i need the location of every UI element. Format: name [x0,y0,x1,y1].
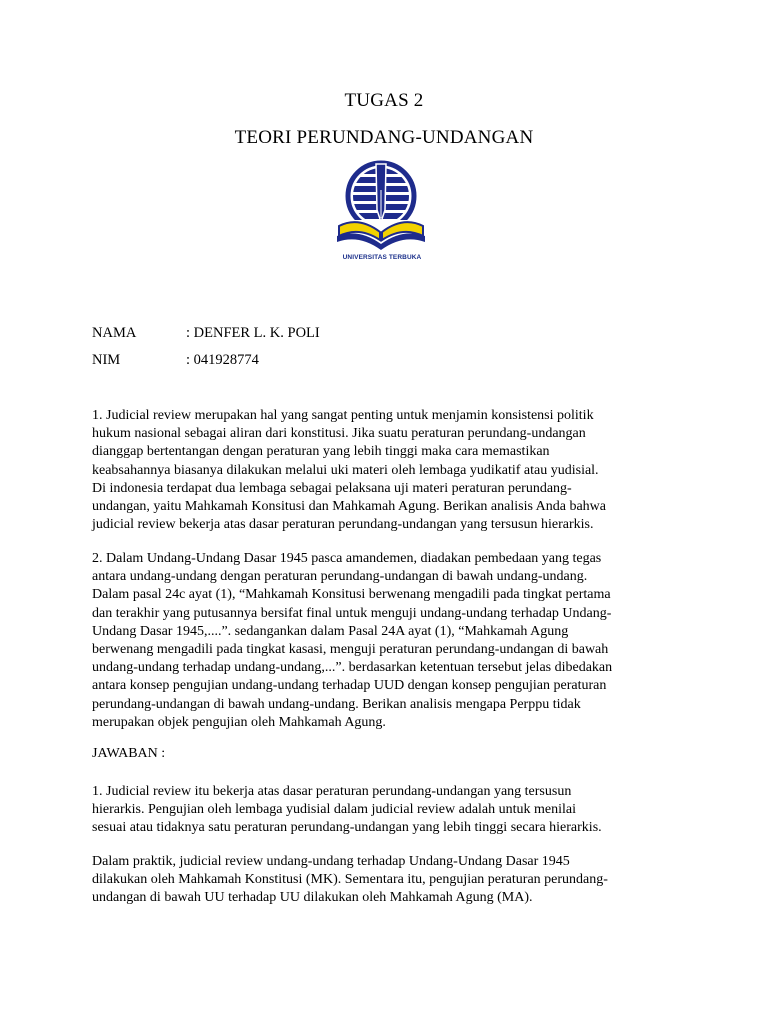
text-line: undang-undang terhadap undang-undang,...”. berdasarkan ketentuan tersebut jelas dibedakan [92,660,613,676]
text-line: hierarkis. Pengujian oleh lembaga yudisial dalam judicial review adalah untuk menilai [92,802,577,818]
document-title: TUGAS 2 [344,90,424,111]
text-line: hukum nasional sebagai aliran dari konstitusi. Jika suatu peraturan perundang-undangan [92,426,586,442]
question-2-paragraph [92,550,682,732]
document-subtitle: TEORI PERUNDANG-UNDANGAN [234,127,534,148]
text-line: undangan di bawah UU terhadap UU dilakukan oleh Mahkamah Agung (MA). [92,890,533,906]
text-line: merupakan objek pengujian oleh Mahkamah Agung. [92,714,386,730]
nim-label: NIM [92,352,121,368]
text-line: judicial review bekerja atas dasar peraturan perundang-undangan yang tersusun hierarkis. [92,517,594,533]
name-value: : DENFER L. K. POLI [186,325,320,341]
text-line: Dalam pasal 24c ayat (1), “Mahkamah Konsitusi berwenang mengadili pada tingkat pertama [92,587,611,603]
text-line: 1. Judicial review merupakan hal yang sangat penting untuk menjamin konsistensi politik [92,408,594,423]
text-line: dianggap bertentangan dengan peraturan yang lebih tinggi maka cara memastikan [92,444,550,460]
universitas-terbuka-logo [335,160,427,264]
answer-2-paragraph [92,853,682,908]
text-line: keabsahannya biasanya dilakukan melalui uki materi oleh lembaga yudikatif atau yudisial. [92,462,599,478]
text-line: antara konsep pengujian undang-undang terhadap UUD dengan konsep pengujian peraturan [92,678,607,694]
answer-heading [92,745,682,763]
text-line: antara undang-undang dengan peraturan perundang-undangan di bawah undang-undang. [92,569,588,585]
text-line: Undang Dasar 1945,....”. sedangankan dalam Pasal 24A ayat (1), “Mahkamah Agung [92,623,569,639]
text-line: 2. Dalam Undang-Undang Dasar 1945 pasca amandemen, diadakan pembedaan yang tegas [92,551,602,566]
text-line: Di indonesia terdapat dua lembaga sebagai pelaksana uji materi peraturan perundang- [92,480,572,496]
text-line: Dalam praktik, judicial review undang-undang terhadap Undang-Undang Dasar 1945 [92,854,570,869]
text-line: 1. Judicial review itu bekerja atas dasar peraturan perundang-undangan yang tersusun [92,784,572,799]
name-label: NAMA [92,325,137,341]
text-line: sesuai atau tidaknya satu peraturan perundang-undangan yang lebih tinggi secara hierarkis. [92,820,602,836]
nim-value: : 041928774 [186,352,259,368]
answer-1-paragraph [92,783,682,838]
question-1-paragraph [92,407,682,534]
text-line: undangan, yaitu Mahkamah Konsitusi dan Mahkamah Agung. Berikan analisis Anda bahwa [92,499,607,515]
logo-caption: UNIVERSITAS TERBUKA [342,254,422,261]
text-line: dan terakhir yang putusannya bersifat final untuk menguji undang-undang terhadap Undang- [92,605,612,621]
text-line: perundang-undangan di bawah undang-undang. Berikan analisis mengapa Perppu tidak [92,696,581,712]
text-line: dilakukan oleh Mahkamah Konstitusi (MK). Sementara itu, pengujian peraturan perundang- [92,872,608,888]
text-line: berwenang mengadili pada tingkat kasasi, menguji peraturan perundang-undangan di bawah [92,642,609,658]
answer-heading-text: JAWABAN : [92,746,166,761]
